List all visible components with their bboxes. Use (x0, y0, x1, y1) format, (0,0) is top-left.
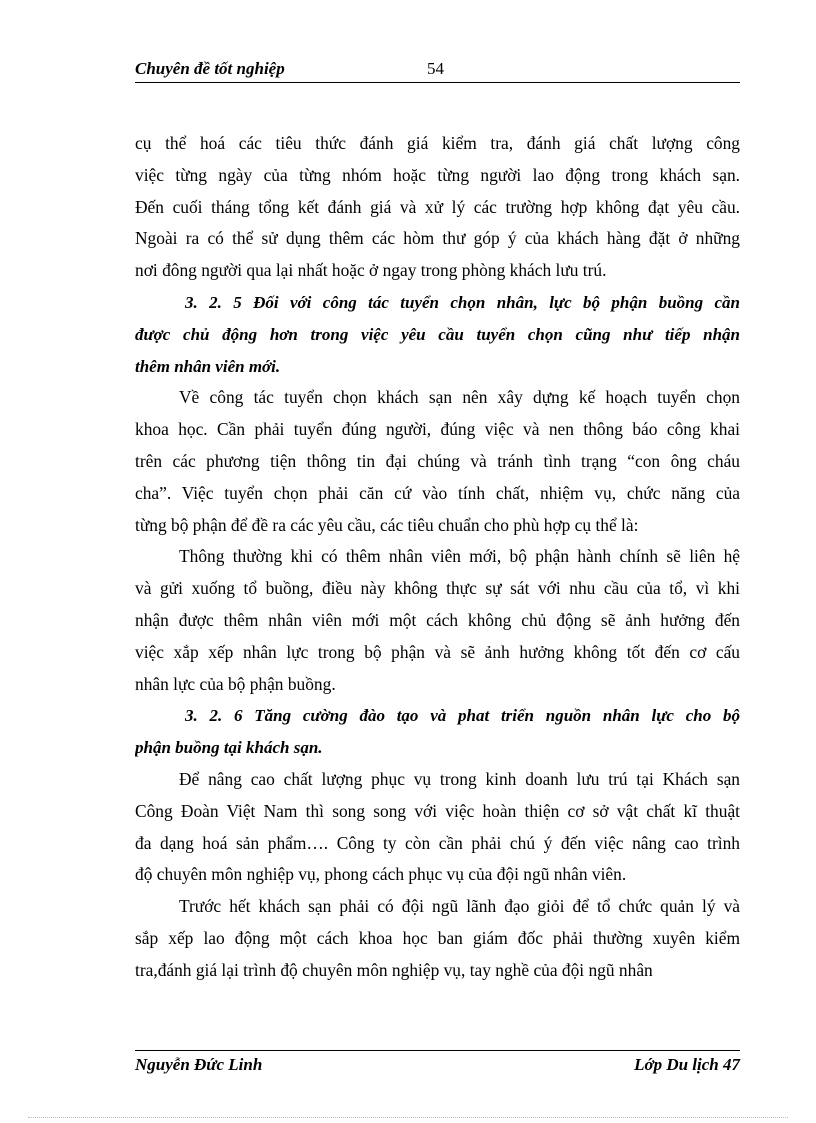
page-footer (135, 1050, 740, 1077)
body-line: việc xắp xếp nhân lực trong bộ phận và sẽ ảnh hưởng không tốt đến cơ cấu (135, 641, 740, 662)
body-line: Trước hết khách sạn phải có đội ngũ lãnh đạo giỏi để tổ chức quản lý và (179, 896, 740, 917)
header-title: Chuyên đề tốt nghiệp (135, 59, 285, 78)
body-line: cụ thể hoá các tiêu thức đánh giá kiểm tra, đánh giá chất lượng công (135, 133, 740, 153)
section-heading: được chủ động hơn trong việc yêu cầu tuyển chọn cũng như tiếp nhận (135, 324, 740, 344)
body-line: cha”. Việc tuyển chọn phải căn cứ vào tính chất, nhiệm vụ, chức năng của (135, 482, 740, 503)
body-line: đa dạng hoá sản phẩm…. Công ty còn cần phải chú ý đến việc nâng cao trình (135, 832, 740, 853)
body-line: Công Đoàn Việt Nam thì song song với việc hoàn thiện cơ sở vật chất kĩ thuật (135, 800, 740, 821)
body-line: việc từng ngày của từng nhóm hoặc từng người lao động trong khách sạn. (135, 164, 740, 185)
body-line: nhận được thêm nhân viên mới một cách không chủ động sẽ ảnh hưởng đến (135, 609, 740, 630)
body-line: từng bộ phận để đề ra các yêu cầu, các tiêu chuẩn cho phù hợp cụ thể là: (135, 514, 639, 535)
section-heading: thêm nhân viên mới. (135, 356, 281, 376)
body-line: khoa học. Cần phải tuyển đúng người, đúng việc và nen thông báo công khai (135, 419, 740, 440)
section-heading: 3. 2. 5 Đối với công tác tuyển chọn nhân, lực bộ phận buồng cần (185, 292, 740, 312)
body-line: nơi đông người qua lại nhất hoặc ở ngay trong phòng khách lưu trú. (135, 260, 607, 281)
page-number: 54 (427, 59, 444, 78)
body-line: tra,đánh giá lại trình độ chuyên môn nghiệp vụ, tay nghề của đội ngũ nhân (135, 959, 653, 980)
section-heading: 3. 2. 6 Tăng cường đào tạo và phat triển nguồn nhân lực cho bộ (185, 706, 740, 726)
body-line: độ chuyên môn nghiệp vụ, phong cách phục vụ của đội ngũ nhân viên. (135, 864, 627, 885)
body-line: Về công tác tuyển chọn khách sạn nên xây dựng kế hoạch tuyển chọn (179, 387, 740, 408)
page-bottom-divider (28, 1117, 788, 1118)
document-body (135, 128, 740, 987)
body-line: sắp xếp lao động một cách khoa học ban giám đốc phải thường xuyên kiểm (135, 927, 740, 948)
body-line: Để nâng cao chất lượng phục vụ trong kinh doanh lưu trú tại Khách sạn (179, 768, 740, 789)
body-line: Ngoài ra có thể sử dụng thêm các hòm thư góp ý của khách hàng đặt ở những (135, 228, 740, 249)
page-header (135, 58, 740, 83)
body-line: Đến cuối tháng tổng kết đánh giá và xử lý các trường hợp không đạt yêu cầu. (135, 196, 740, 217)
body-line: nhân lực của bộ phận buồng. (135, 673, 336, 694)
body-line: và gửi xuống tổ buồng, điều này không thực sự sát với nhu cầu của tổ, vì khi (135, 578, 740, 599)
footer-class: Lớp Du lịch 47 (634, 1055, 740, 1074)
body-line: trên các phương tiện thông tin đại chúng và tránh tình trạng “con ông cháu (135, 450, 740, 471)
body-line: Thông thường khi có thêm nhân viên mới, bộ phận hành chính sẽ liên hệ (179, 546, 740, 567)
section-heading: phận buồng tại khách sạn. (135, 738, 323, 758)
footer-author: Nguyễn Đức Linh (135, 1055, 263, 1074)
